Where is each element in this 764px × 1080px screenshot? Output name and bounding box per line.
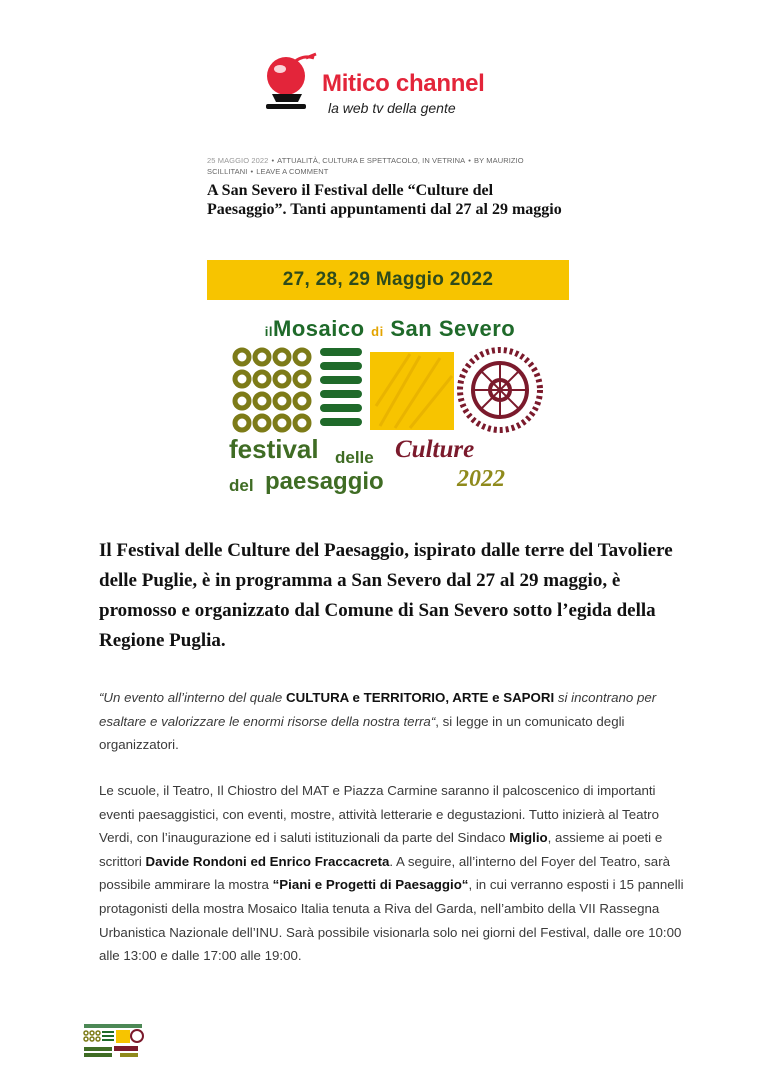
- banner-dates: 27, 28, 29 Maggio 2022: [282, 269, 494, 290]
- brand-tagline: la web tv della gente: [328, 100, 456, 116]
- festival-banner-image: [207, 260, 569, 505]
- brand-name: Mitico channel: [322, 70, 485, 97]
- banner-festival: festival: [229, 434, 319, 464]
- banner-delle: delle: [335, 448, 374, 467]
- leave-comment-link[interactable]: LEAVE A COMMENT: [256, 167, 329, 176]
- festival-logo-small-icon: [80, 1022, 146, 1060]
- banner-year: 2022: [457, 466, 505, 492]
- article-paragraph-program: Le scuole, il Teatro, Il Chiostro del MAT e Piazza Carmine saranno il palcoscenico di importanti eventi paesaggistici, con eventi, mostre, attività letterarie e degustazioni. Tutto inizierà al Teatro Verdi, con l’inaugurazione ed i saluti istituzionali da parte del Sindaco Miglio, assieme ai poeti e scrittori Davide Rondoni ed Enrico Fraccacreta. A seguire, all’interno del Foyer del Teatro, sarà possibile ammirare la mostra “Piani e Progetti di Paesaggio“, in cui verranno esposti i 15 pannelli protagonisti della mostra Mosaico Italia tenuta a Riva del Garda, nell’ambito della VII Rassegna Urbanistica Nazionale dell’INU. Sarà possibile visionarla solo nei giorni del Festival, dalle ore 10:00 alle 13:00 e dalle 17:00 alle 19:00.: [99, 783, 684, 964]
- mosaic-graphic-icon: [230, 346, 550, 438]
- article-lead: Il Festival delle Culture del Paesaggio, ispirato dalle terre del Tavoliere delle Puglie, è in programma a San Severo dal 27 al 29 maggio, è promosso e organizzato dal Comune di San Severo sotto l’egida della Regione Puglia.: [99, 540, 673, 651]
- post-author[interactable]: BY MAURIZIO SCILLITANI: [207, 156, 524, 176]
- post-meta: 25 MAGGIO 2022 • ATTUALITÀ, CULTURA E SPETTACOLO, IN VETRINA • BY MAURIZIO SCILLITANI • LEAVE A COMMENT: [207, 156, 524, 176]
- banner-mosaic-title: ilMosaico di San Severo: [264, 316, 516, 341]
- article-paragraph-quote: “Un evento all’interno del quale CULTURA e TERRITORIO, ARTE e SAPORI si incontrano per esaltare e valorizzare le enormi risorse della nostra terra“, si legge in un comunicato degli organizzatori.: [99, 690, 657, 753]
- banner-del: del: [229, 476, 254, 495]
- post-categories[interactable]: ATTUALITÀ, CULTURA E SPETTACOLO, IN VETRINA: [277, 156, 466, 165]
- article-title: A San Severo il Festival delle “Culture del Paesaggio”. Tanti appuntamenti dal 27 al 29 maggio: [207, 182, 562, 218]
- banner-culture: Culture: [395, 436, 475, 463]
- tv-cherry-logo-icon: [262, 52, 322, 114]
- post-date[interactable]: 25 MAGGIO 2022: [207, 156, 269, 165]
- banner-paesaggio: paesaggio: [265, 468, 384, 495]
- site-logo[interactable]: [262, 52, 502, 122]
